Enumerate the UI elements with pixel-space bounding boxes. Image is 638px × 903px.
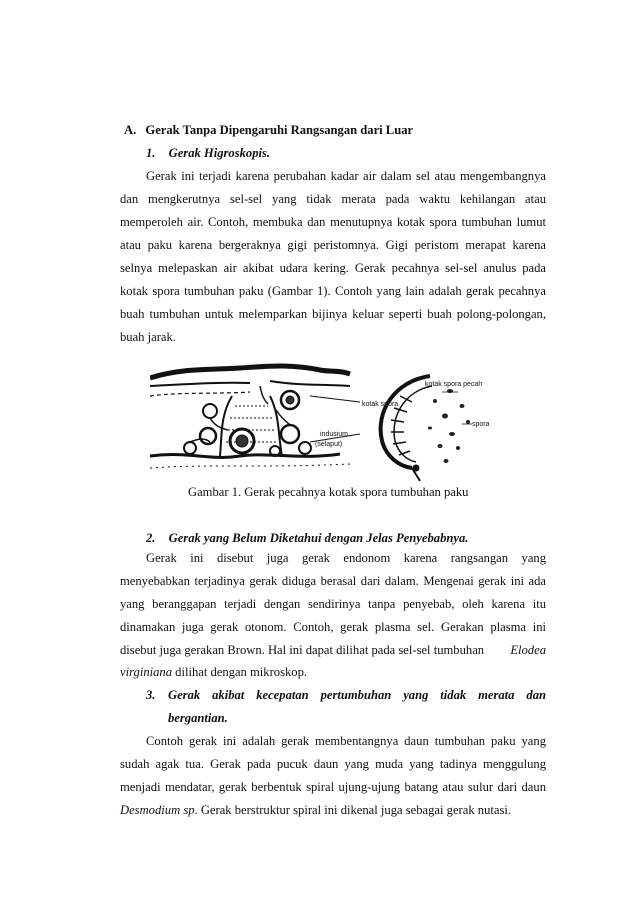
- item3-line-2: sudah agak tua. Gerak pada pucuk daun yang muda yang tadinya menggulung: [120, 757, 546, 771]
- item3-title-line-2: bergantian.: [168, 711, 228, 725]
- item1-title: Gerak Higroskopis.: [168, 146, 271, 160]
- item1-line-8: buah jarak.: [120, 330, 176, 344]
- item3-line-4-end: . Gerak berstruktur spiral ini dikenal juga sebagai gerak nutasi.: [194, 803, 512, 817]
- item2-line-6: [120, 665, 307, 680]
- spores-drawing: [428, 389, 470, 463]
- bursting-sporangium-drawing: [381, 376, 432, 481]
- item1-line-2: dan mengkerutnya sel-sel yang tidak merata pada waktu kehilangan atau: [120, 192, 546, 206]
- item3-title-line-1: Gerak akibat kecepatan pertumbuhan yang tidak merata dan: [168, 688, 546, 702]
- item3-heading: [146, 688, 546, 703]
- item2-line-5: [120, 643, 546, 658]
- label-indusium: indusium: [320, 431, 349, 438]
- item2-line-3: yang beranggapan terjadi dengan sendirinya tanpa penyebab, oleh karena itu: [120, 597, 546, 611]
- item1-heading: [146, 146, 270, 161]
- item3-line-4: [120, 803, 511, 818]
- item3-number: 3.: [146, 688, 156, 702]
- sorus-drawing: [150, 366, 360, 468]
- label-spora: spora: [472, 421, 490, 428]
- item3-line-1: Contoh gerak ini adalah gerak membentangnya daun tumbuhan paku yang: [146, 734, 546, 748]
- item2-line-1: Gerak ini disebut juga gerak endonom karena rangsangan yang: [146, 551, 546, 565]
- item3-line-3: menjadi mendatar, gerak berbentuk spiral ujung-ujung batang atau sulur dari daun: [120, 780, 546, 794]
- item2-title: Gerak yang Belum Diketahui dengan Jelas Penyebabnya.: [168, 531, 469, 545]
- item2-species-elodea: Elodea: [510, 643, 546, 657]
- item2-line-5-text: disebut juga gerakan Brown. Hal ini dapat dilihat pada sel-sel tumbuhan: [120, 643, 485, 657]
- section-a-title: Gerak Tanpa Dipengaruhi Rangsangan dari Luar: [145, 123, 414, 137]
- item2-line-4: dinamakan juga gerak otonom. Contoh, gerak plasma sel. Gerakan plasma ini: [120, 620, 546, 634]
- label-pointer-lines: [442, 392, 472, 424]
- item1-line-6: kotak spora tumbuhan paku (Gambar 1). Contoh yang lain adalah gerak pecahnya: [120, 284, 546, 298]
- item3-species-desmodium: Desmodium sp: [120, 803, 195, 817]
- item2-species-virginiana: virginiana: [120, 665, 173, 679]
- label-kotak-spora-pecah: kotak spora pecah: [425, 381, 483, 388]
- item1-line-3: memperoleh air. Contoh, membuka dan menutupnya kotak spora tumbuhan lumut: [120, 215, 546, 229]
- figure-1-illustration: [150, 356, 490, 486]
- item1-line-7: buah tumbuhan untuk melemparkan bijinya keluar seperti buah polong-polongan,: [120, 307, 546, 321]
- label-selaput: (selaput): [315, 441, 343, 448]
- section-a-label: A.: [124, 123, 137, 137]
- item1-line-5: selnya melepaskan air akibat udara kering. Gerak pecahnya sel-sel anulus pada: [120, 261, 546, 275]
- item2-heading: [146, 531, 468, 546]
- item2-line-2: menyebabkan terjadinya gerak diduga berasal dari dalam. Mengenai gerak ini ada: [120, 574, 546, 588]
- figure-1-caption: Gambar 1. Gerak pecahnya kotak spora tumbuhan paku: [188, 485, 469, 499]
- item1-number: 1.: [146, 146, 156, 160]
- section-a-heading: [124, 123, 413, 138]
- item1-line-4: atau paku karena bergeraknya gigi peristomnya. Gigi peristom merapat karena: [120, 238, 546, 252]
- label-kotak-spora: kotak spora: [362, 401, 399, 408]
- item2-line-6-end: dilihat dengan mikroskop.: [172, 665, 308, 679]
- item1-line-1: Gerak ini terjadi karena perubahan kadar air dalam sel atau mengembangnya: [146, 169, 546, 183]
- item2-number: 2.: [146, 531, 156, 545]
